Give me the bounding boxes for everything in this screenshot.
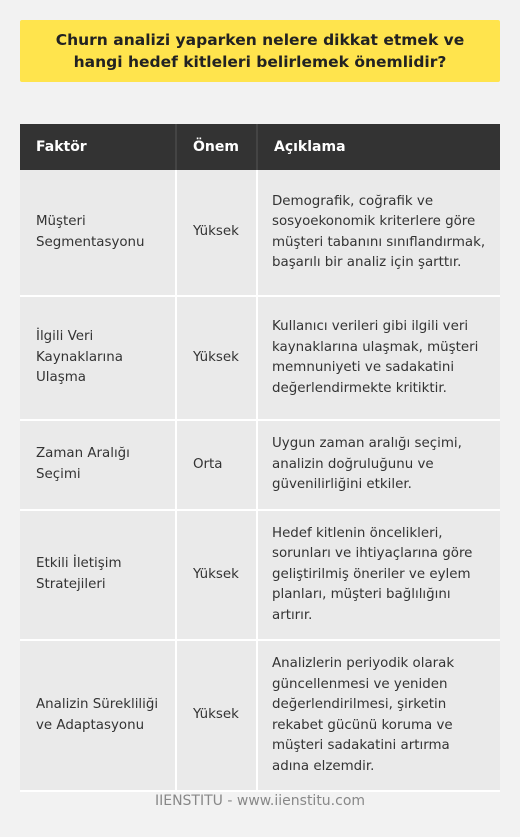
factor-cell: Zaman Aralığı Seçimi: [20, 420, 176, 510]
table-row: [20, 296, 500, 420]
importance-cell: Yüksek: [176, 640, 257, 791]
description-cell: Hedef kitlenin öncelikleri, sorunları ve ihtiyaçlarına göre geliştirilmiş öneriler ve eylem planları, müşteri bağlılığını artırır.: [257, 510, 500, 641]
factor-cell: İlgili Veri Kaynaklarına Ulaşma: [20, 296, 176, 420]
factor-table: [20, 124, 500, 792]
description-cell: Analizlerin periyodik olarak güncellenmesi ve yeniden değerlendirilmesi, şirketin rekabet gücünü koruma ve müşteri sadakatini artırma adına elzemdir.: [257, 640, 500, 791]
title-banner: [20, 20, 500, 82]
table-row: [20, 640, 500, 791]
description-cell: Demografik, coğrafik ve sosyoekonomik kriterlere göre müşteri tabanını sınıflandırmak, başarılı bir analiz için şarttır.: [257, 170, 500, 296]
table-row: [20, 420, 500, 510]
importance-cell: Orta: [176, 420, 257, 510]
factor-cell: Etkili İletişim Stratejileri: [20, 510, 176, 641]
header-description: Açıklama: [257, 124, 500, 170]
header-factor: Faktör: [20, 124, 176, 170]
factor-cell: Müşteri Segmentasyonu: [20, 170, 176, 296]
importance-cell: Yüksek: [176, 170, 257, 296]
table-header-row: [20, 124, 500, 170]
description-cell: Uygun zaman aralığı seçimi, analizin doğruluğunu ve güvenilirliğini etkiler.: [257, 420, 500, 510]
page-title: Churn analizi yaparken nelere dikkat etmek ve hangi hedef kitleleri belirlemek önemlidir?: [55, 31, 465, 71]
importance-cell: Yüksek: [176, 510, 257, 641]
footer-credit: IIENSTITU - www.iienstitu.com: [154, 793, 366, 809]
table-row: [20, 170, 500, 296]
description-cell: Kullanıcı verileri gibi ilgili veri kaynaklarına ulaşmak, müşteri memnuniyeti ve sadakatini değerlendirmekte kritiktir.: [257, 296, 500, 420]
table-row: [20, 510, 500, 641]
importance-cell: Yüksek: [176, 296, 257, 420]
header-importance: Önem: [176, 124, 257, 170]
factor-cell: Analizin Sürekliliği ve Adaptasyonu: [20, 640, 176, 791]
